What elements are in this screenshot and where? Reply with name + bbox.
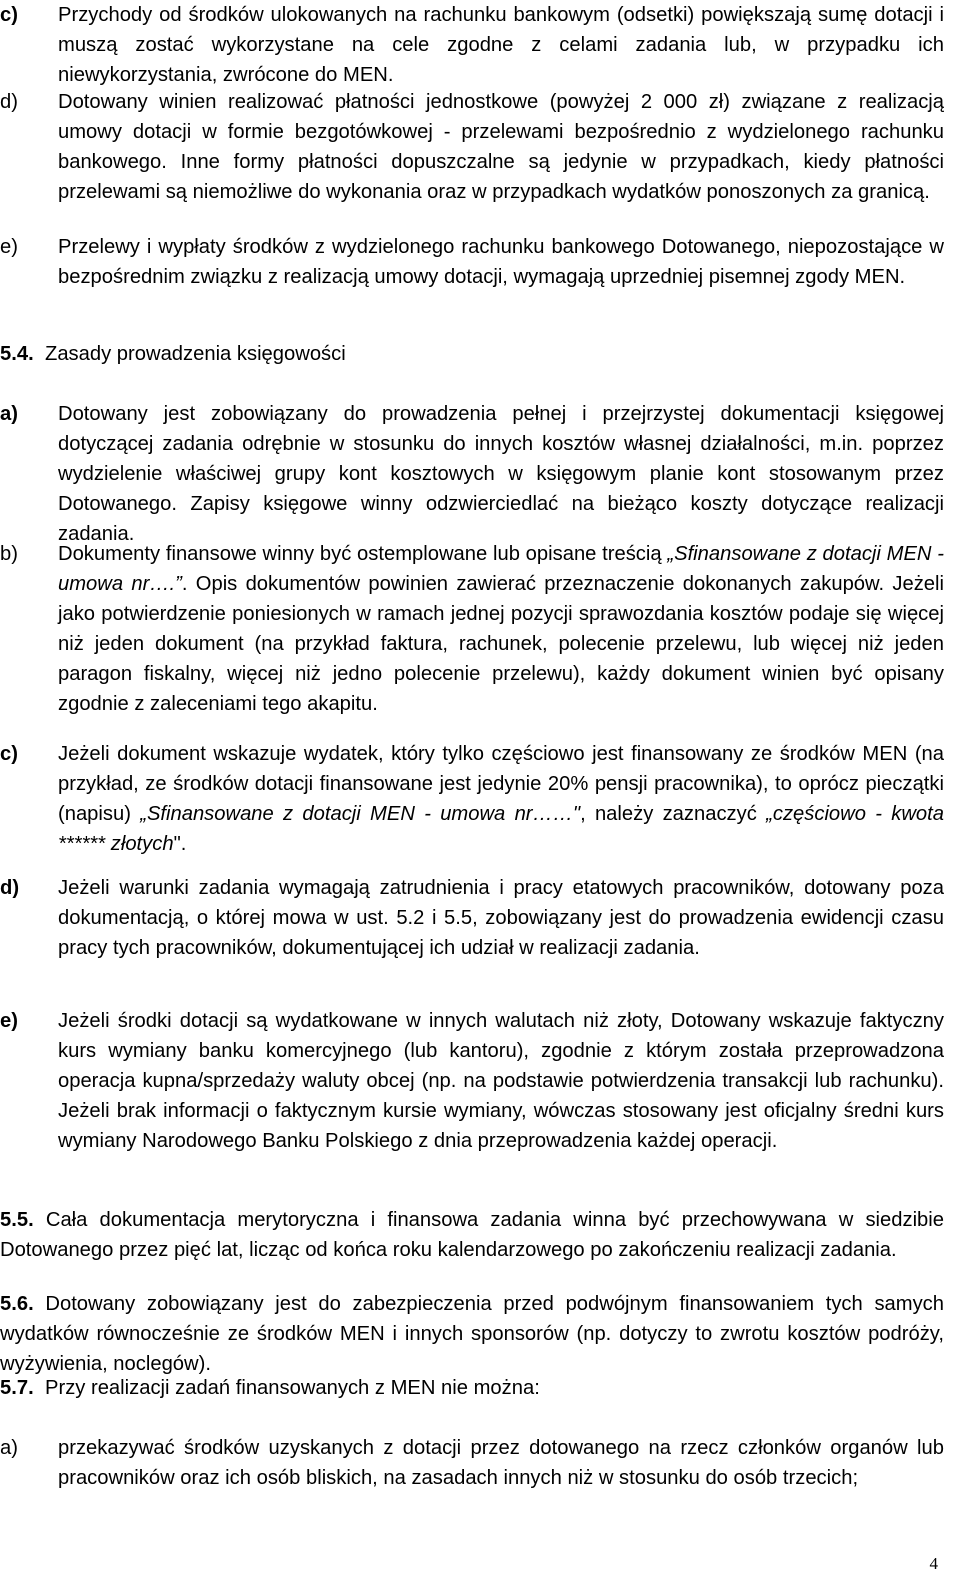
text-part: . Opis dokumentów powinien zawierać przeznaczenie dokonanych zakupów. Jeżeli jako potwierdzenie poniesionych w ramach jednej pozycji sprawozdania kosztów podaje się więcej niż jeden dokument (na przykład faktura, rachunek, polecenie przelewu, lub więcej niż jeden paragon fiskalny, więcej niż jedno polecenie przelewu), każdy dokument winien być opisany zgodnie z zaleceniami tego akapitu. [58,573,945,715]
list-item-a [0,399,944,549]
item-text: przekazywać środków uzyskanych z dotacji przez dotowanego na rzecz członków organów lub pracowników oraz ich osób bliskich, na zasadach innych niż w stosunku do osób trzecich; [58,1437,944,1489]
item-text: Dotowany jest zobowiązany do prowadzenia pełnej i przejrzystej dokumentacji księgowej dotyczącej zadania odrębnie w stosunku do innych kosztów własnej działalności, m.in. poprzez wydzielenie właściwej grupy kont kosztowych w księgowym planie kont stosowanym przez Dotowanego. Zapisy księgowe winny odzwierciedlać na bieżąco koszty dotyczące realizacji zadania. [58,403,944,545]
list-item-c2 [0,739,944,859]
section-heading-5-7 [0,1373,944,1403]
section-title: Zasady prowadzenia księgowości [45,343,346,365]
item-label: c) [0,743,18,765]
section-number: 5.4. [0,343,34,365]
item-text: Jeżeli warunki zadania wymagają zatrudnienia i pracy etatowych pracowników, dotowany poza dokumentacją, o której mowa w ust. 5.2 i 5.5, zobowiązany jest do prowadzenia ewidencji czasu pracy tych pracowników, dokumentującej ich udział w realizacji zadania. [58,877,944,959]
item-text [58,739,944,859]
item-label: d) [0,877,20,899]
section-number: 5.5. [0,1209,34,1231]
text-part: Dokumenty finansowe winny być ostemplowane lub opisane treścią [58,543,668,565]
item-label: b) [0,543,18,565]
partial-note: „częściowo - kwota ****** złotych [58,803,944,855]
section-heading-5-4 [0,339,944,369]
item-text: Dotowany winien realizować płatności jednostkowe (powyżej 2 000 zł) związane z realizacją umowy dotacji w formie bezgotówkowej - przelewami bezpośrednio z wydzielonego rachunku bankowego. Inne formy płatności dopuszczalne są jedynie w przypadkach, kiedy płatności przelewami są niemożliwe do wykonania oraz w przypadkach wydatków ponoszonych za granicą. [58,91,944,203]
list-item-d [0,87,944,207]
section-number: 5.6. [0,1293,34,1315]
text-part: ". [173,833,187,855]
item-text [58,539,944,719]
section-text: Dotowany zobowiązany jest do zabezpieczenia przed podwójnym finansowaniem tych samych wydatków równocześnie ze środków MEN i innych sponsorów (np. dotyczy to zwrotu kosztów podróży, wyżywienia, noclegów). [0,1293,944,1375]
item-label: e) [0,236,18,258]
item-text: Jeżeli środki dotacji są wydatkowane w innych walutach niż złoty, Dotowany wskazuje faktyczny kurs wymiany banku komercyjnego (lub kantoru), zgodnie z którym została przeprowadzona operacja kupna/sprzedaży waluty obcej (np. na podstawie potwierdzenia transakcji lub rachunku). Jeżeli brak informacji o faktycznym kursie wymiany, wówczas stosowany jest oficjalny średni kurs wymiany Narodowego Banku Polskiego z dnia przeprowadzenia każdej operacji. [58,1010,944,1152]
item-label: a) [0,1437,18,1459]
list-item-c [0,0,944,90]
section-title: Przy realizacji zadań finansowanych z MEN nie można: [45,1377,540,1399]
page-number: 4 [929,1554,938,1573]
item-label: e) [0,1010,18,1032]
section-5-5 [0,1205,944,1265]
stamp-text: „Sfinansowane z dotacji MEN - umowa nr……" [140,803,581,825]
item-label: d) [0,91,18,113]
list-item-e [0,232,944,292]
list-item-d2 [0,873,944,963]
stamp-text: „Sfinansowane z dotacji MEN - umowa nr….” [58,543,944,595]
text-part: , należy zaznaczyć [580,803,767,825]
section-5-6 [0,1289,944,1379]
list-item-b [0,539,944,719]
section-text: Cała dokumentacja merytoryczna i finansowa zadania winna być przechowywana w siedzibie Dotowanego przez pięć lat, licząc od końca roku kalendarzowego po zakończeniu realizacji zadania. [0,1209,944,1261]
section-number: 5.7. [0,1377,34,1399]
item-text: Przychody od środków ulokowanych na rachunku bankowym (odsetki) powiększają sumę dotacji i muszą zostać wykorzystane na cele zgodne z celami zadania lub, w przypadku ich niewykorzystania, zwrócone do MEN. [58,4,944,86]
list-item-e2 [0,1006,944,1156]
item-text: Przelewy i wypłaty środków z wydzielonego rachunku bankowego Dotowanego, niepozostające w bezpośrednim związku z realizacją umowy dotacji, wymagają uprzedniej pisemnej zgody MEN. [58,236,944,288]
text-part: Jeżeli dokument wskazuje wydatek, który tylko częściowo jest finansowany ze środków MEN (na przykład, ze środków dotacji finansowane jest jedynie 20% pensji pracownika), to oprócz pieczątki (napisu) [58,743,944,825]
item-label: c) [0,4,18,26]
item-label: a) [0,403,18,425]
list-item-a2 [0,1433,944,1493]
